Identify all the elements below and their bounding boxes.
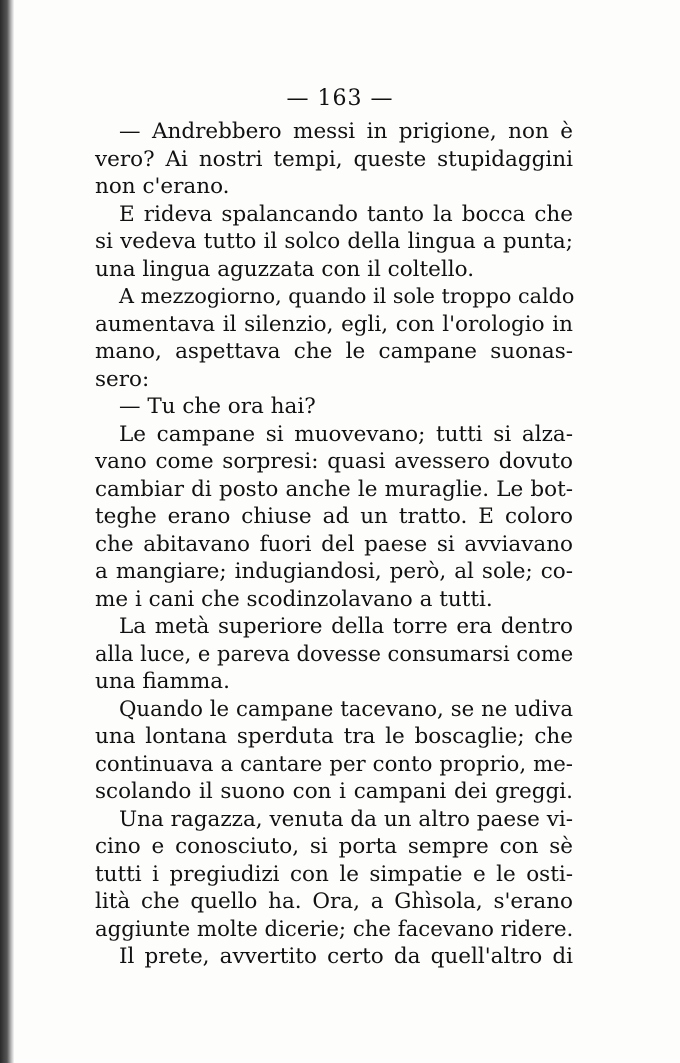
text-line: una fiamma. <box>95 669 230 694</box>
text-line: tutti i pregiudizi con le simpatie e le osti- <box>95 861 573 887</box>
text-line: — Andrebbero messi in prigione, non è <box>119 119 573 144</box>
text-line: cino e conosciuto, si porta sempre con sè <box>95 834 573 859</box>
text-line: che abitavano fuori del paese si avviavano <box>95 531 573 557</box>
text-line: vano come sorpresi: quasi avessero dovuto <box>95 449 573 474</box>
text-line: Una ragazza, venuta da un altro paese vi- <box>119 806 573 832</box>
text-line: aumentava il silenzio, egli, con l'orologio in <box>95 311 573 337</box>
text-line: me i cani che scodinzolavano a tutti. <box>95 586 493 612</box>
text-line: Quando le campane tacevano, se ne udiva <box>119 696 573 722</box>
text-line: A mezzogiorno, quando il sole troppo caldo <box>119 284 575 308</box>
text-line: vero? Ai nostri tempi, queste stupidaggini <box>95 146 573 172</box>
text-line: aggiunte molte dicerie; che facevano ridere. <box>95 916 574 942</box>
page-binding-edge <box>0 0 14 1063</box>
text-line: cambiar di posto anche le muraglie. Le bot- <box>95 476 573 502</box>
text-line: a mangiare; indugiandosi, però, al sole; co- <box>95 559 573 584</box>
text-line: mano, aspettava che le campane suonas- <box>95 339 573 364</box>
text-line: lità che quello ha. Ora, a Ghìsola, s'erano <box>95 889 573 914</box>
text-line: non c'erano. <box>95 174 230 199</box>
text-line: scolando il suono con i campani dei greggi. <box>95 779 573 804</box>
body-text <box>95 118 573 971</box>
text-line: una lontana sperduta tra le boscaglie; che <box>95 724 573 749</box>
page-number: — 163 — <box>286 86 394 111</box>
text-line: si vedeva tutto il solco della lingua a punta; <box>95 229 573 254</box>
text-line: sero: <box>95 366 150 392</box>
text-line: alla luce, e pareva dovesse consumarsi come <box>95 641 574 666</box>
text-line: una lingua aguzzata con il coltello. <box>95 256 475 282</box>
text-line: — Tu che ora hai? <box>119 394 316 419</box>
text-line: continuava a cantare per conto proprio, me- <box>95 751 573 777</box>
text-line: La metà superiore della torre era dentro <box>119 614 573 639</box>
text-line: Le campane si muovevano; tutti si alza- <box>119 421 573 447</box>
text-line: teghe erano chiuse ad un tratto. E coloro <box>95 504 573 529</box>
text-line: Il prete, avvertito certo da quell'altro di <box>119 944 573 969</box>
text-line: E rideva spalancando tanto la bocca che <box>119 201 573 227</box>
